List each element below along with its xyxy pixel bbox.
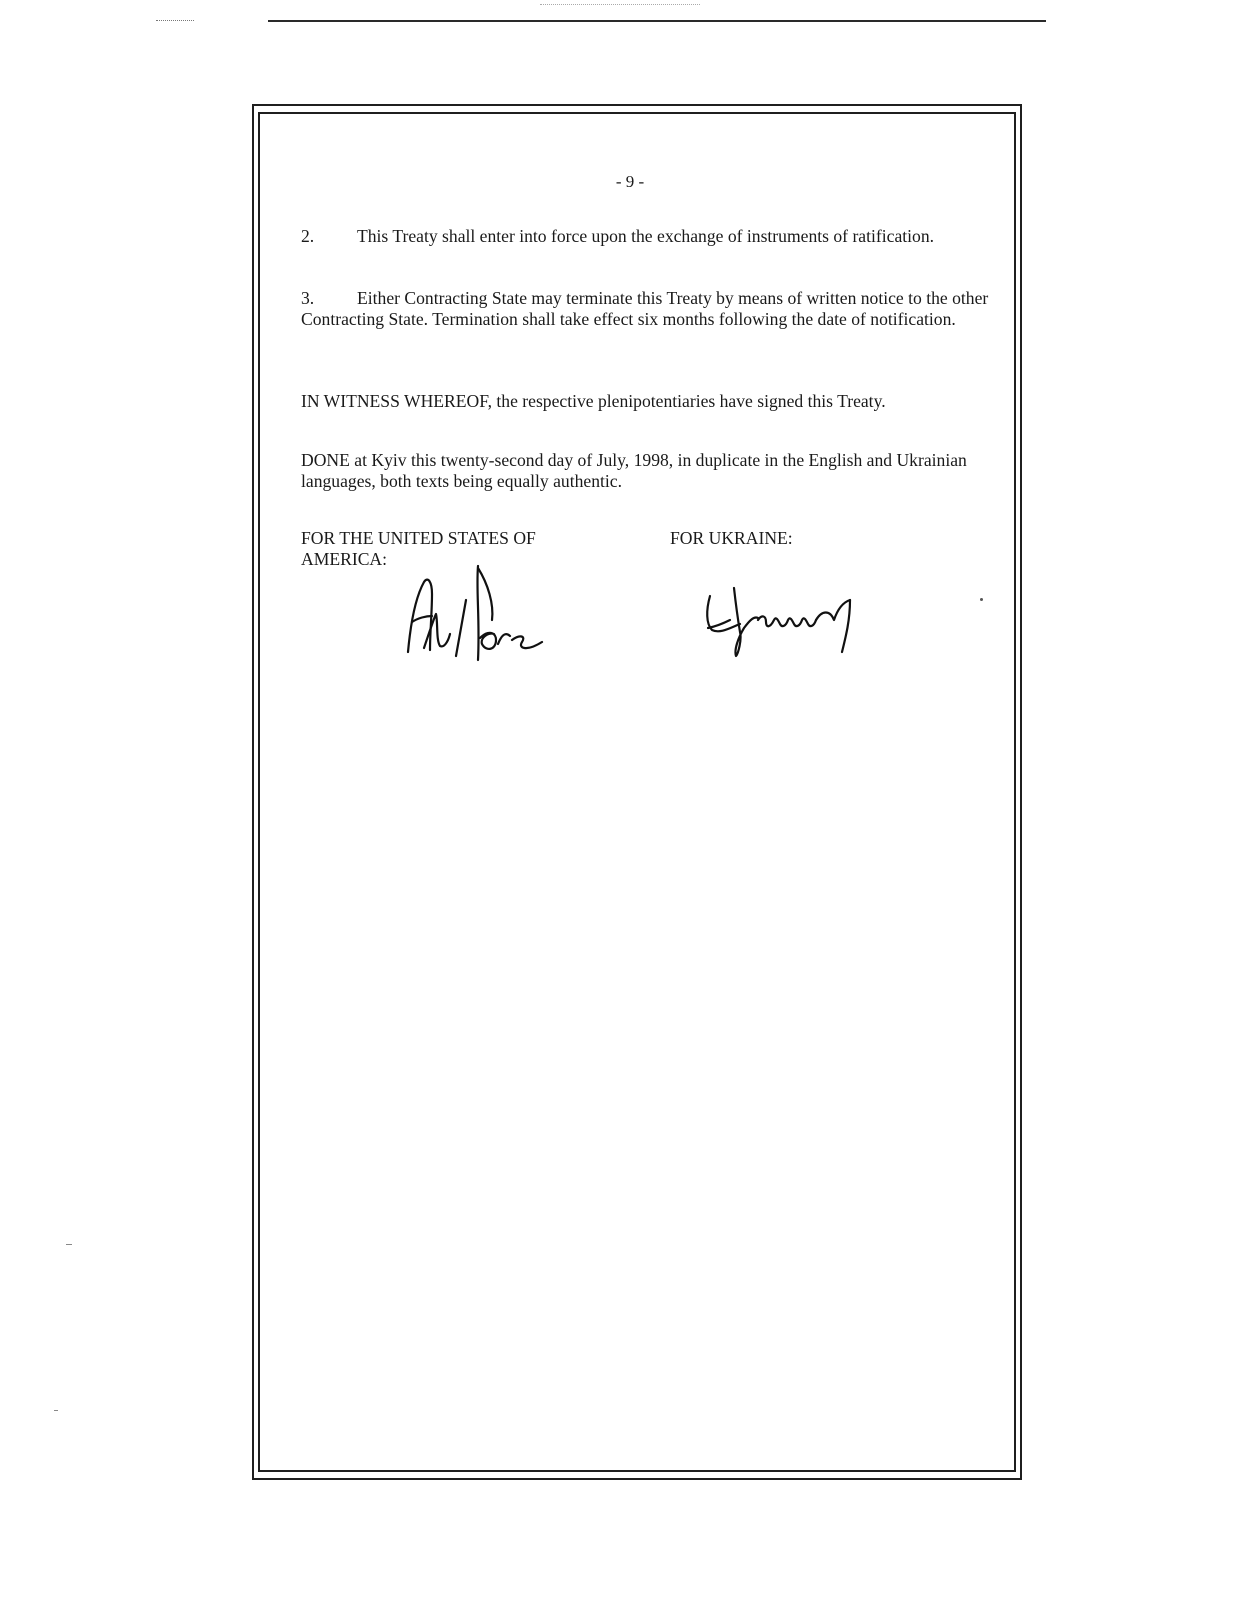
article-paragraph-3 <box>301 288 1001 330</box>
signature-ukraine-icon <box>700 580 860 670</box>
page-number: - 9 - <box>615 172 645 191</box>
paragraph-text: This Treaty shall enter into force upon the exchange of instruments of ratification. <box>357 226 935 246</box>
scan-artifact-left <box>156 20 194 22</box>
article-paragraph-2 <box>301 226 1001 247</box>
scan-artifact-center <box>540 4 700 6</box>
paragraph-number: 3. <box>301 288 315 308</box>
scan-top-rule <box>268 20 1046 22</box>
scan-speck <box>66 1244 72 1245</box>
paragraph-number: 2. <box>301 226 315 246</box>
witness-clause: IN WITNESS WHEREOF, the respective plenipotentiaries have signed this Treaty. <box>301 391 886 411</box>
paragraph-text: Either Contracting State may terminate this Treaty by means of written notice to the other Contracting State. Termination shall take effect six months following the date of notification. <box>301 288 989 329</box>
signatory-label-usa: FOR THE UNITED STATES OF AMERICA: <box>301 528 536 569</box>
done-clause: DONE at Kyiv this twenty-second day of July, 1998, in duplicate in the English and Ukrainian languages, both texts being equally authentic. <box>301 450 967 491</box>
scan-speck <box>980 598 983 601</box>
signature-usa-icon <box>396 560 556 670</box>
signatory-label-ukraine: FOR UKRAINE: <box>670 528 793 548</box>
scan-speck <box>54 1410 58 1411</box>
